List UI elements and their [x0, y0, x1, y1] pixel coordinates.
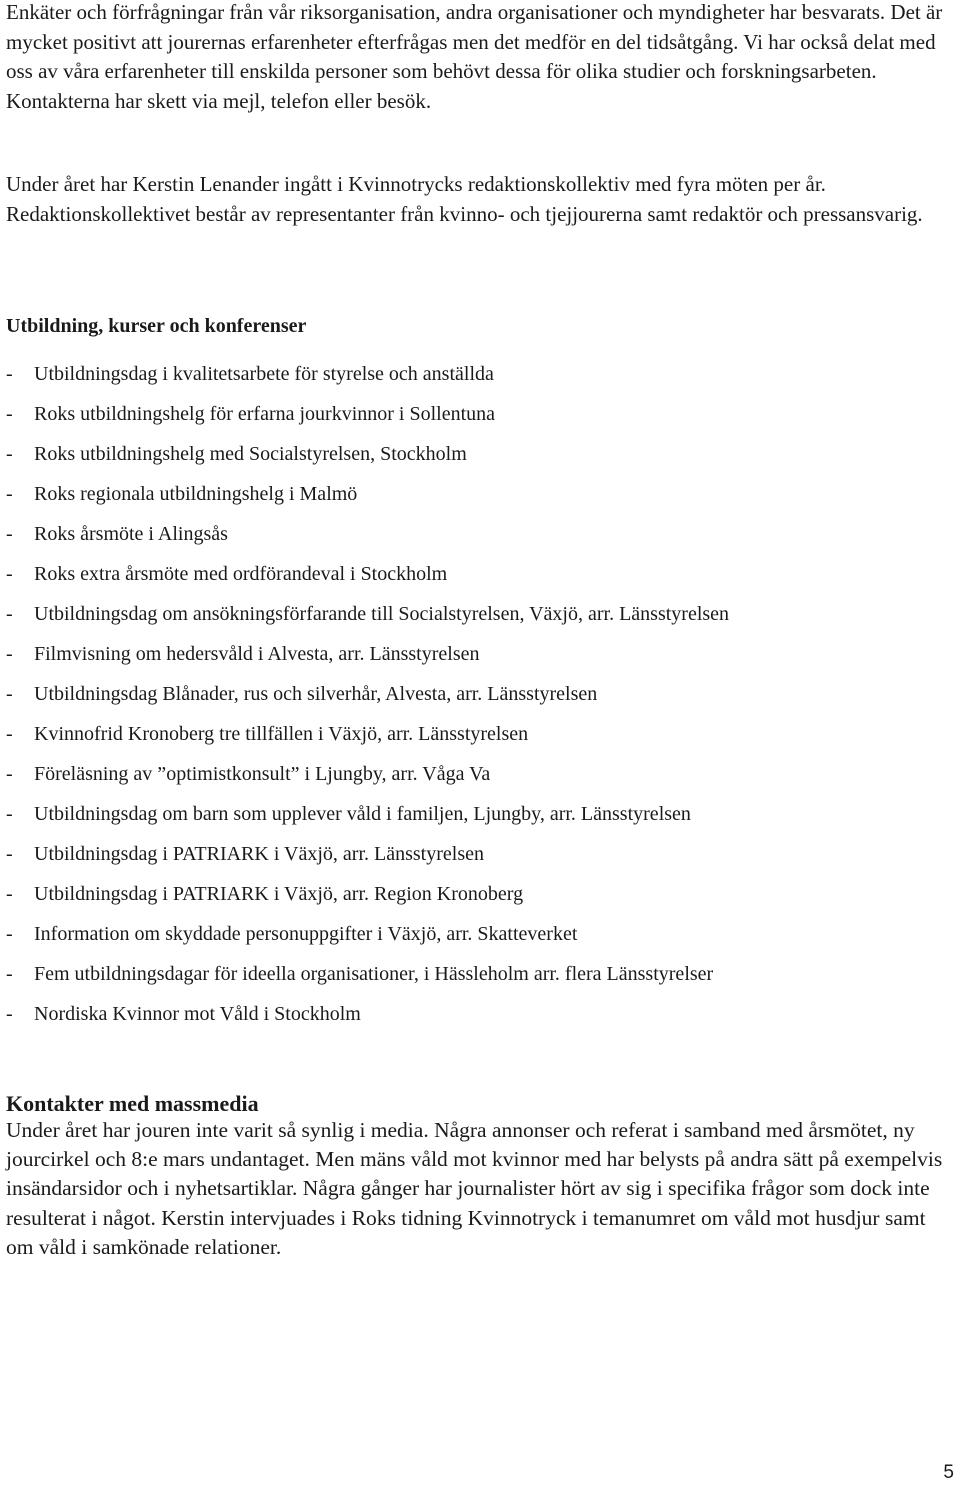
list-item: [6, 874, 729, 914]
list-item-text: Utbildningsdag i PATRIARK i Växjö, arr. Region Kronoberg: [34, 883, 524, 905]
list-bullet: -: [6, 523, 13, 545]
list-bullet: -: [6, 803, 13, 825]
media-paragraph: Under året har jouren inte varit så synlig i media. Några annonser och referat i samband med årsmötet, ny jourcirkel och 8:e mars undantaget. Men mäns våld mot kvinnor med har belysts på andra sätt på exempelvis insändarsidor och i nyhetsartiklar. Några gånger har journalister hört av sig i specifika frågor som dock inte resulterat i något. Kerstin intervjuades i Roks tidning Kvinnotryck i temanumret om våld mot husdjur samt om våld i samkönade relationer.: [6, 1118, 943, 1259]
list-item: [6, 954, 729, 994]
list-item-text: Utbildningsdag om barn som upplever våld i familjen, Ljungby, arr. Länsstyrelsen: [34, 803, 691, 825]
list-bullet: -: [6, 843, 13, 865]
list-bullet: -: [6, 643, 13, 665]
list-item-text: Information om skyddade personuppgifter i Växjö, arr. Skatteverket: [34, 923, 578, 945]
list-item: [6, 754, 729, 794]
list-bullet: -: [6, 883, 13, 905]
list-bullet: -: [6, 403, 13, 425]
list-bullet: -: [6, 723, 13, 745]
list-item: [6, 394, 729, 434]
list-item: [6, 554, 729, 594]
intro-paragraph-surveys: Enkäter och förfrågningar från vår riksorganisation, andra organisationer och myndigheter har besvarats. Det är mycket positivt att jourernas erfarenheter efterfrågas men det medför en del tidsåtgång. Vi har också delat med oss av våra erfarenheter till enskilda personer som behövt dessa för olika studier och forskningsarbeten. Kontakterna har skett via mejl, telefon eller besök.: [6, 0, 943, 113]
list-item: [6, 794, 729, 834]
list-bullet: -: [6, 443, 13, 465]
list-bullet: -: [6, 1003, 13, 1025]
list-item: [6, 354, 729, 394]
list-item-text: Kvinnofrid Kronoberg tre tillfällen i Växjö, arr. Länsstyrelsen: [34, 723, 529, 745]
training-section-heading: Utbildning, kurser och konferenser: [6, 315, 307, 337]
list-bullet: -: [6, 763, 13, 785]
list-item-text: Utbildningsdag om ansökningsförfarande till Socialstyrelsen, Växjö, arr. Länsstyrelsen: [34, 603, 730, 625]
list-bullet: -: [6, 683, 13, 705]
list-item-text: Fem utbildningsdagar för ideella organisationer, i Hässleholm arr. flera Länsstyrelser: [34, 963, 714, 985]
list-item-text: Utbildningsdag i kvalitetsarbete för styrelse och anställda: [34, 363, 494, 385]
list-bullet: -: [6, 483, 13, 505]
list-item-text: Roks extra årsmöte med ordförandeval i Stockholm: [34, 563, 448, 585]
list-item-text: Roks regionala utbildningshelg i Malmö: [34, 483, 358, 505]
list-item-text: Roks utbildningshelg med Socialstyrelsen, Stockholm: [34, 443, 467, 465]
list-item: [6, 834, 729, 874]
list-item-text: Roks årsmöte i Alingsås: [34, 523, 228, 545]
list-item: [6, 474, 729, 514]
list-item: [6, 434, 729, 474]
list-item-text: Nordiska Kvinnor mot Våld i Stockholm: [34, 1003, 361, 1025]
list-item-text: Föreläsning av ”optimistkonsult” i Ljungby, arr. Våga Va: [34, 763, 491, 785]
list-item: [6, 634, 729, 674]
intro-paragraph-editorial-collective: Under året har Kerstin Lenander ingått i Kvinnotrycks redaktionskollektiv med fyra möten per år. Redaktionskollektivet består av representanter från kvinno- och tjejjourerna samt redaktör och pressansvarig.: [6, 172, 923, 226]
list-bullet: -: [6, 963, 13, 985]
list-item-text: Utbildningsdag i PATRIARK i Växjö, arr. Länsstyrelsen: [34, 843, 484, 865]
list-item: [6, 594, 729, 634]
training-list: [6, 354, 729, 1034]
list-bullet: -: [6, 603, 13, 625]
list-item-text: Roks utbildningshelg för erfarna jourkvinnor i Sollentuna: [34, 403, 496, 425]
list-item-text: Utbildningsdag Blånader, rus och silverhår, Alvesta, arr. Länsstyrelsen: [34, 683, 598, 705]
list-bullet: -: [6, 923, 13, 945]
page-number: 5: [943, 1462, 954, 1483]
list-bullet: -: [6, 363, 13, 385]
media-section-heading: Kontakter med massmedia: [6, 1091, 259, 1116]
list-item: [6, 714, 729, 754]
list-item: [6, 674, 729, 714]
list-item: [6, 994, 729, 1034]
list-bullet: -: [6, 563, 13, 585]
list-item-text: Filmvisning om hedersvåld i Alvesta, arr. Länsstyrelsen: [34, 643, 480, 665]
list-item: [6, 514, 729, 554]
list-item: [6, 914, 729, 954]
